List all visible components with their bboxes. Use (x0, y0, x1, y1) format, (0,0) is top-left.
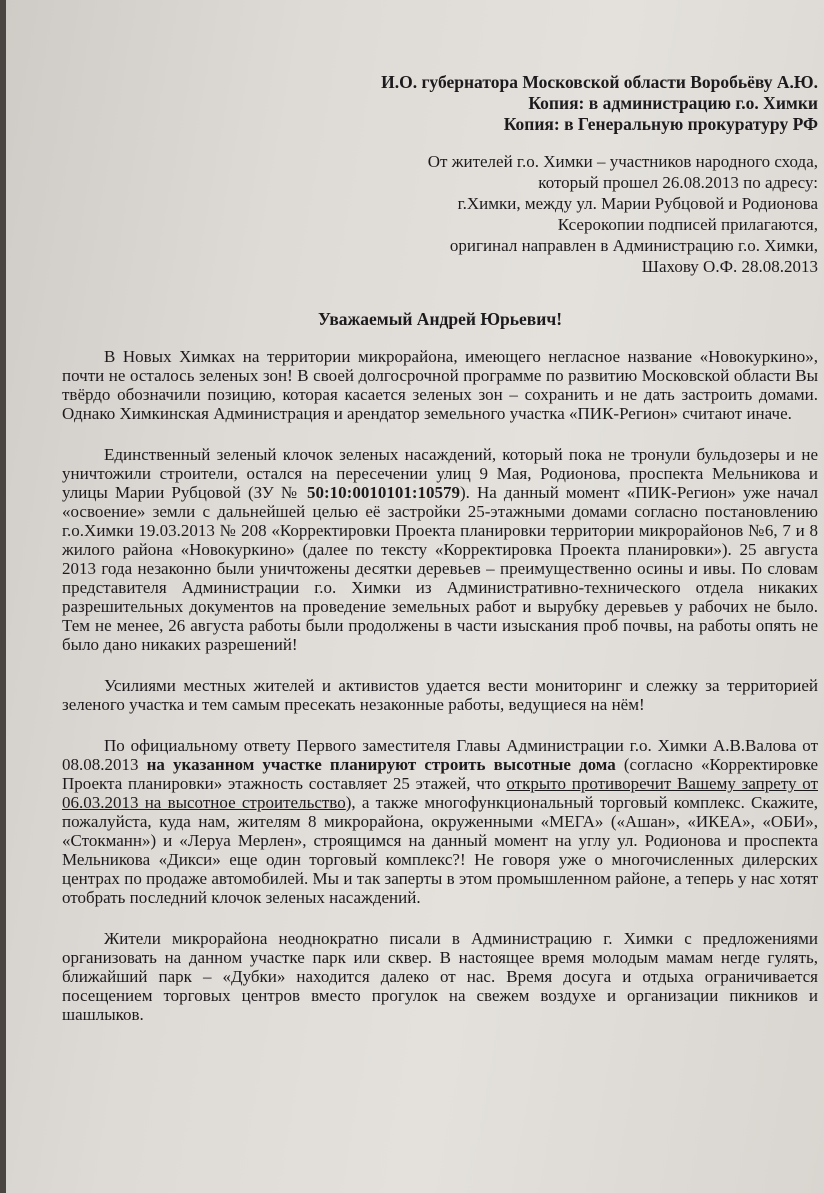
senders-line: Ксерокопии подписей прилагаются, (557, 215, 818, 234)
paragraph-5: Жители микрорайона неоднократно писали в Администрацию г. Химки с предложениями организовать на данном участке парк или сквер. В настоящее время молодым мамам негде гулять, ближайший парк – «Дубки» находится далеко от нас. Время досуга и отдыха ограничивается посещением торговых центров вместо прогулок на свежем воздухе и организации пикников и шашлыков. (62, 929, 818, 1024)
addressee-line: И.О. губернатора Московской области Воробьёву А.Ю. (381, 72, 818, 92)
senders-line: г.Химки, между ул. Марии Рубцовой и Родионова (457, 194, 818, 213)
emphasis-underline: открыто противоречит Вашему запрету от 06.03.2013 на высотное строительство (62, 774, 818, 812)
addressee-line: Копия: в Генеральную прокуратуру РФ (503, 114, 818, 134)
letter-page (62, 72, 818, 1024)
cadastral-number: 50:10:0010101:10579 (307, 483, 460, 502)
paper-sheet (6, 0, 824, 1193)
senders-line: Шахову О.Ф. 28.08.2013 (641, 257, 818, 276)
paragraph-4-text: (согласно «Корректировке Проекта планировки» этажность составляет 25 этажей, что (62, 755, 819, 793)
emphasis-bold: на указанном участке планируют строить высотные дома (146, 755, 616, 774)
senders-line: От жителей г.о. Химки – участников народного схода, (427, 152, 818, 171)
paragraph-4-text: По официальному ответу Первого заместителя Главы Администрации г.о. Химки А.В.Валова от 08.08.2013 (62, 736, 818, 774)
addressee-block (62, 72, 818, 135)
senders-line: оригинал направлен в Администрацию г.о. Химки, (449, 236, 818, 255)
senders-line: который прошел 26.08.2013 по адресу: (538, 173, 818, 192)
paragraph-1: В Новых Химках на территории микрорайона, имеющего негласное название «Новокуркино», почти не осталось зеленых зон! В своей долгосрочной программе по развитию Московской области Вы твёрдо обозначили позицию, которая касается зеленых зон – сохранить и не дать застроить домами. Однако Химкинская Администрация и арендатор земельного участка «ПИК-Регион» считают иначе. (62, 347, 818, 423)
senders-block (62, 151, 818, 277)
addressee-line: Копия: в администрацию г.о. Химки (528, 93, 818, 113)
paragraph-4 (62, 736, 818, 907)
paragraph-2-text: Единственный зеленый клочок зеленых насаждений, который пока не тронули бульдозеры и не уничтожили строители, остался на пересечении улиц 9 Мая, Родионова, проспекта Мельникова и улицы Марии Рубцовой (ЗУ № (62, 445, 818, 502)
paragraph-4-text: ), а также многофункциональный торговый комплекс. Скажите, пожалуйста, куда нам, жителям 8 микрорайона, окруженными «МЕГА» («Ашан», «ИКЕА», «ОБИ», «Стокманн») и «Леруа Мерлен», строящимся на данный момент на углу ул. Родионова и проспекта Мельникова «Дикси» еще один торговый комплекс?! Не говоря уже о многочисленных дилерских центрах по продаже автомобилей. Мы и так заперты в этом промышленном районе, а теперь у нас хотят отобрать последний клочок зеленых насаждений. (62, 793, 818, 907)
paragraph-2 (62, 445, 818, 654)
greeting: Уважаемый Андрей Юрьевич! (317, 309, 563, 329)
paragraph-2-text: ). На данный момент «ПИК-Регион» уже начал «освоение» земли с дальнейшей целью её застройки 25-этажными домами согласно постановлению г.о.Химки 19.03.2013 № 208 «Корректировки Проекта планировки территории микрорайонов №6, 7 и 8 жилого района «Новокуркино» (далее по тексту «Корректировка Проекта планировки»). 25 августа 2013 года незаконно были уничтожены десятки деревьев – преимущественно осины и ивы. По словам представителя Администрации г.о. Химки из Административно-технического отдела никаких разрешительных документов на проведение земельных работ и вырубку деревьев у рабочих не было. Тем не менее, 26 августа работы были продолжены в части изыскания проб почвы, на работы опять не было дано никаких разрешений! (62, 483, 818, 654)
paragraph-3: Усилиями местных жителей и активистов удается вести мониторинг и слежку за территорией зеленого участка и тем самым пресекать незаконные работы, ведущиеся на нём! (62, 676, 818, 714)
